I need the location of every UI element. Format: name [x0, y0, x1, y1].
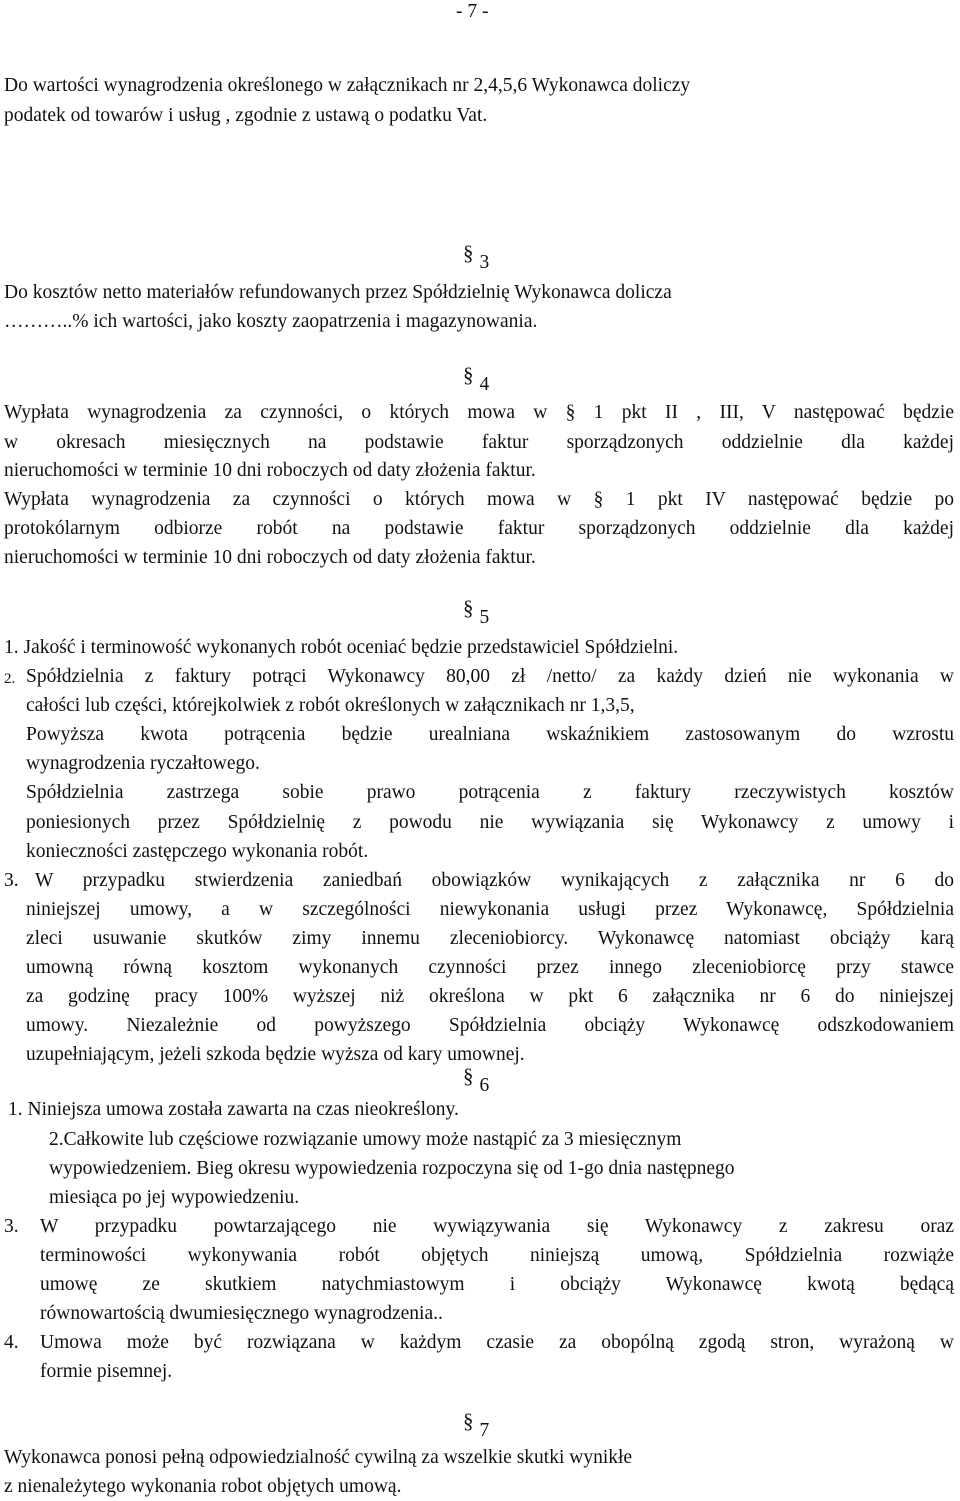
section-symbol: §: [463, 241, 474, 265]
text-line: Powyższa kwota potrącenia będzie urealniana wskaźnikiem zastosowanym do wzrostu: [26, 724, 954, 745]
text-line: Spółdzielnia zastrzega sobie prawo potrącenia z faktury rzeczywistych kosztów: [26, 782, 954, 803]
text-line: zleci usuwanie skutków zimy innemu zleceniobiorcy. Wykonawcę natomiast obciąży karą: [26, 928, 954, 949]
section-symbol: §: [463, 596, 474, 620]
section-symbol: §: [463, 1409, 474, 1433]
text-line: konieczności zastępczego wykonania robót.: [26, 841, 369, 862]
section-heading-7: [463, 1409, 490, 1443]
text-line: w okresach miesięcznych na podstawie faktur sporządzonych oddzielnie dla każdej: [4, 432, 954, 453]
text-line: umowną równą kosztom wykonanych czynności przez innego zleceniobiorcę przy stawce: [26, 957, 954, 978]
text-line: za godzinę pracy 100% wyższej niż określona w pkt 6 załącznika nr 6 do niniejszej: [26, 986, 954, 1007]
section-heading-4: [463, 363, 490, 397]
text-line: 2.Całkowite lub częściowe rozwiązanie umowy może nastąpić za 3 miesięcznym: [49, 1129, 682, 1150]
text-line: Umowa może być rozwiązana w każdym czasie za obopólną zgodą stron, wyrażoną w: [40, 1332, 954, 1353]
text-line: miesiąca po jej wypowiedzeniu.: [49, 1187, 300, 1208]
section-symbol: §: [463, 363, 474, 387]
text-line: podatek od towarów i usług , zgodnie z ustawą o podatku Vat.: [4, 105, 488, 126]
text-line: niniejszej umowy, a w szczególności niewykonania usługi przez Wykonawcę, Spółdzielnia: [26, 899, 954, 920]
text-line: wynagrodzenia ryczałtowego.: [26, 753, 260, 774]
text-line: terminowości wykonywania robót objętych niniejszą umową, Spółdzielnia rozwiąże: [40, 1245, 954, 1266]
text-line: Spółdzielnia z faktury potrąci Wykonawcy 80,00 zł /netto/ za każdy dzień nie wykonania w: [26, 666, 954, 687]
section-number: 6: [479, 1075, 490, 1096]
section-number: 7: [479, 1420, 490, 1441]
list-item: 1. Jakość i terminowość wykonanych robót oceniać będzie przedstawiciel Spółdzielni.: [4, 637, 679, 658]
text-line: umowę ze skutkiem natychmiastowym i obciąży Wykonawcę kwotą będącą: [40, 1274, 954, 1295]
text-line: Wykonawca ponosi pełną odpowiedzialność cywilną za wszelkie skutki wynikłe: [4, 1447, 633, 1468]
section-heading-5: [463, 596, 490, 630]
list-number: 3.: [4, 1216, 19, 1237]
text-line: protokólarnym odbiorze robót na podstawie faktur sporządzonych oddzielnie dla każdej: [4, 518, 954, 539]
text-line: nieruchomości w terminie 10 dni roboczych od daty złożenia faktur.: [4, 460, 536, 481]
text-line: W przypadku stwierdzenia zaniedbań obowiązków wynikających z załącznika nr 6 do: [35, 870, 954, 891]
section-symbol: §: [463, 1064, 474, 1088]
page-number: - 7 -: [456, 1, 489, 22]
list-item: 1. Niniejsza umowa została zawarta na czas nieokreślony.: [8, 1099, 459, 1120]
text-line: równowartością dwumiesięcznego wynagrodzenia..: [40, 1303, 443, 1324]
section-heading-3: [463, 241, 490, 275]
list-number: 2.: [4, 671, 16, 687]
text-line: wypowiedzeniem. Bieg okresu wypowiedzenia rozpoczyna się od 1-go dnia następnego: [49, 1158, 735, 1179]
text-line: Do kosztów netto materiałów refundowanych przez Spółdzielnię Wykonawca dolicza: [4, 282, 672, 303]
section-number: 3: [479, 252, 490, 273]
text-line: całości lub części, którejkolwiek z robót określonych w załącznikach nr 1,3,5,: [26, 695, 635, 716]
text-line: formie pisemnej.: [40, 1361, 173, 1382]
text-line: z nienależytego wykonania robot objętych umową.: [4, 1476, 402, 1497]
text-line: Wypłata wynagrodzenia za czynności, o których mowa w § 1 pkt II , III, V następować będzie: [4, 402, 954, 423]
text-line: Wypłata wynagrodzenia za czynności o których mowa w § 1 pkt IV następować będzie po: [4, 489, 954, 510]
section-heading-6: [463, 1064, 490, 1098]
text-line: Do wartości wynagrodzenia określonego w załącznikach nr 2,4,5,6 Wykonawca doliczy: [4, 75, 691, 96]
text-line: poniesionych przez Spółdzielnię z powodu nie wywiązania się Wykonawcy z umowy i: [26, 812, 954, 833]
text-line: nieruchomości w terminie 10 dni roboczych od daty złożenia faktur.: [4, 547, 536, 568]
list-number: 4.: [4, 1332, 19, 1353]
text-line: ………..% ich wartości, jako koszty zaopatrzenia i magazynowania.: [4, 311, 538, 332]
list-number: 3.: [4, 870, 19, 891]
section-number: 5: [479, 607, 490, 628]
text-line: W przypadku powtarzającego nie wywiązywania się Wykonawcy z zakresu oraz: [40, 1216, 954, 1237]
text-line: umowy. Niezależnie od powyższego Spółdzielnia obciąży Wykonawcę odszkodowaniem: [26, 1015, 954, 1036]
section-number: 4: [479, 374, 490, 395]
text-line: uzupełniającym, jeżeli szkoda będzie wyższa od kary umownej.: [26, 1044, 525, 1065]
